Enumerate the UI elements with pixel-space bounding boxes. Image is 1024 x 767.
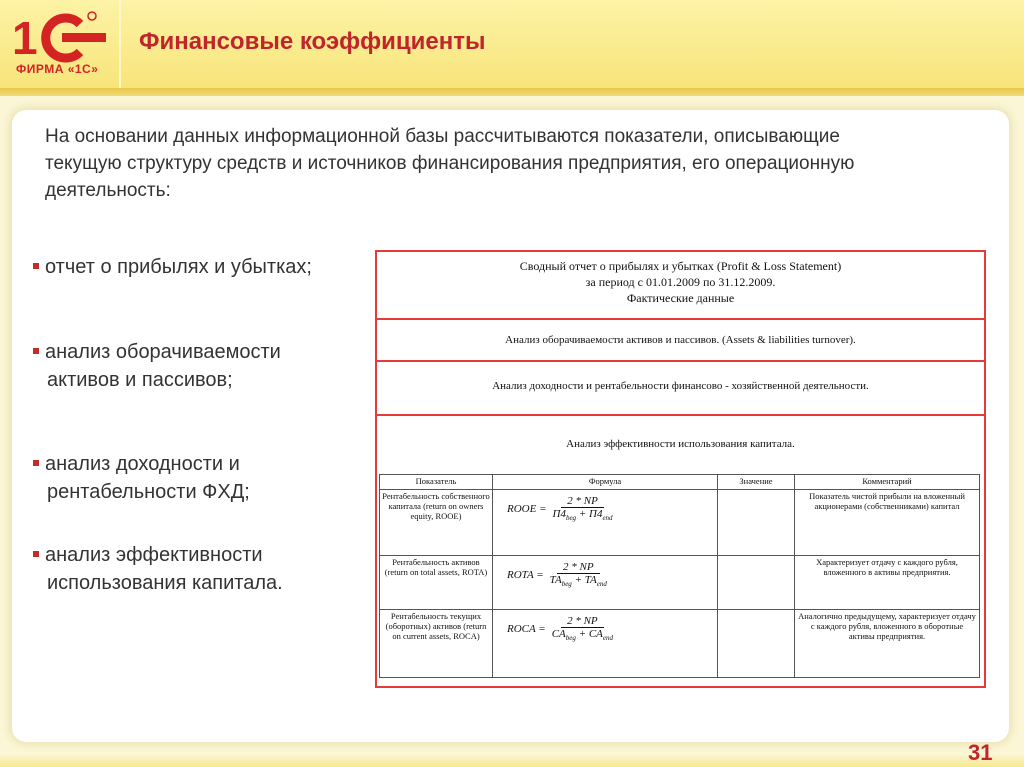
table-header-row: [380, 475, 980, 490]
formula-fraction: [553, 495, 613, 522]
table-row: [380, 490, 980, 556]
bullet-item-profitability: [33, 450, 250, 506]
report-screenshot: [375, 250, 986, 688]
report-subtitle: Фактические данные: [626, 291, 735, 305]
value-cell: [718, 556, 795, 610]
formula-lhs: ROOE =: [507, 502, 547, 515]
report-title: Сводный отчет о прибылях и убытках (Profit & Loss Statement): [519, 259, 842, 273]
formula-cell: [493, 610, 718, 678]
table-row: [380, 610, 980, 678]
formula-denominator: $П4_{beg} + П4_{end}$: [552, 508, 613, 523]
bullet-line: анализ эффективности: [45, 544, 263, 566]
bullet-line: отчет о прибылях и убытках;: [45, 256, 312, 278]
logo-caption: ФИРМА «1С»: [16, 62, 99, 76]
indicator-cell: Рентабельность текущих (оборотных) активов (return on current assets, ROCA): [380, 610, 493, 678]
bullet-marker: [33, 348, 39, 354]
comment-cell: Характеризует отдачу с каждого рубля, вложенного в активы предприятия.: [795, 556, 980, 610]
report-section-pnl: [377, 252, 984, 320]
report-section-turnover: Анализ оборачиваемости активов и пассивов. (Assets & liabilities turnover).: [377, 320, 984, 362]
report-section-capital: Анализ эффективности использования капитала.: [566, 438, 795, 450]
formula: [495, 611, 715, 642]
formula-fraction: [552, 615, 613, 642]
col-header-comment: Комментарий: [795, 475, 980, 490]
header-divider: [0, 88, 1024, 96]
bullet-line: рентабельности ФХД;: [47, 481, 250, 503]
formula-cell: [493, 490, 718, 556]
formula: [495, 557, 715, 588]
formula-numerator: 2 * NP: [557, 561, 600, 574]
formula-lhs: ROCA =: [507, 622, 546, 635]
report-period: за период с 01.01.2009 по 31.12.2009.: [585, 275, 776, 289]
formula-lhs: ROTA =: [507, 568, 544, 581]
formula-numerator: 2 * NP: [561, 495, 604, 508]
comment-cell: Аналогично предыдущему, характеризует отдачу с каждого рубля, вложенного в оборотные активы предприятия.: [795, 610, 980, 678]
bullet-line: анализ оборачиваемости: [45, 341, 281, 363]
formula-cell: [493, 556, 718, 610]
comment-cell: Показатель чистой прибыли на вложенный акционерами (собственниками) капитал: [795, 490, 980, 556]
slide-title: Финансовые коэффициенты: [139, 28, 486, 55]
page-number: 31: [968, 740, 993, 765]
bullet-marker: [33, 460, 39, 466]
col-header-indicator: Показатель: [380, 475, 493, 490]
intro-text: На основании данных информационной базы рассчитываются показатели, описывающие текущую структуру средств и источников финансирования предприятия, его операционную деятельность:: [45, 126, 855, 201]
formula-numerator: 2 * NP: [561, 615, 604, 628]
formula-denominator: $TA_{beg} + TA_{end}$: [549, 574, 607, 589]
logo-separator: [119, 0, 121, 88]
value-cell: [718, 610, 795, 678]
bullet-item-capital: [33, 541, 283, 597]
formula-fraction: [550, 561, 607, 588]
kpi-table: [379, 474, 980, 678]
bullet-item-turnover: [33, 338, 281, 394]
bullet-line: анализ доходности и: [45, 453, 240, 475]
col-header-value: Значение: [718, 475, 795, 490]
col-header-formula: Формула: [493, 475, 718, 490]
svg-text:1: 1: [12, 12, 38, 64]
footer-band: [0, 754, 1024, 767]
table-row: [380, 556, 980, 610]
bullet-line: активов и пассивов;: [47, 369, 233, 391]
formula: [495, 491, 715, 522]
bullet-item-pnl: [33, 253, 312, 281]
formula-denominator: $CA_{beg} + CA_{end}$: [551, 628, 613, 643]
indicator-cell: Рентабельность собственного капитала (return on owners equity, ROOE): [380, 490, 493, 556]
value-cell: [718, 490, 795, 556]
bullet-marker: [33, 263, 39, 269]
bullet-line: использования капитала.: [47, 572, 283, 594]
report-section-profitability: Анализ доходности и рентабельности финансово - хозяйственной деятельности.: [377, 360, 984, 416]
indicator-cell: Рентабельность активов (return on total assets, ROTA): [380, 556, 493, 610]
bullet-marker: [33, 551, 39, 557]
